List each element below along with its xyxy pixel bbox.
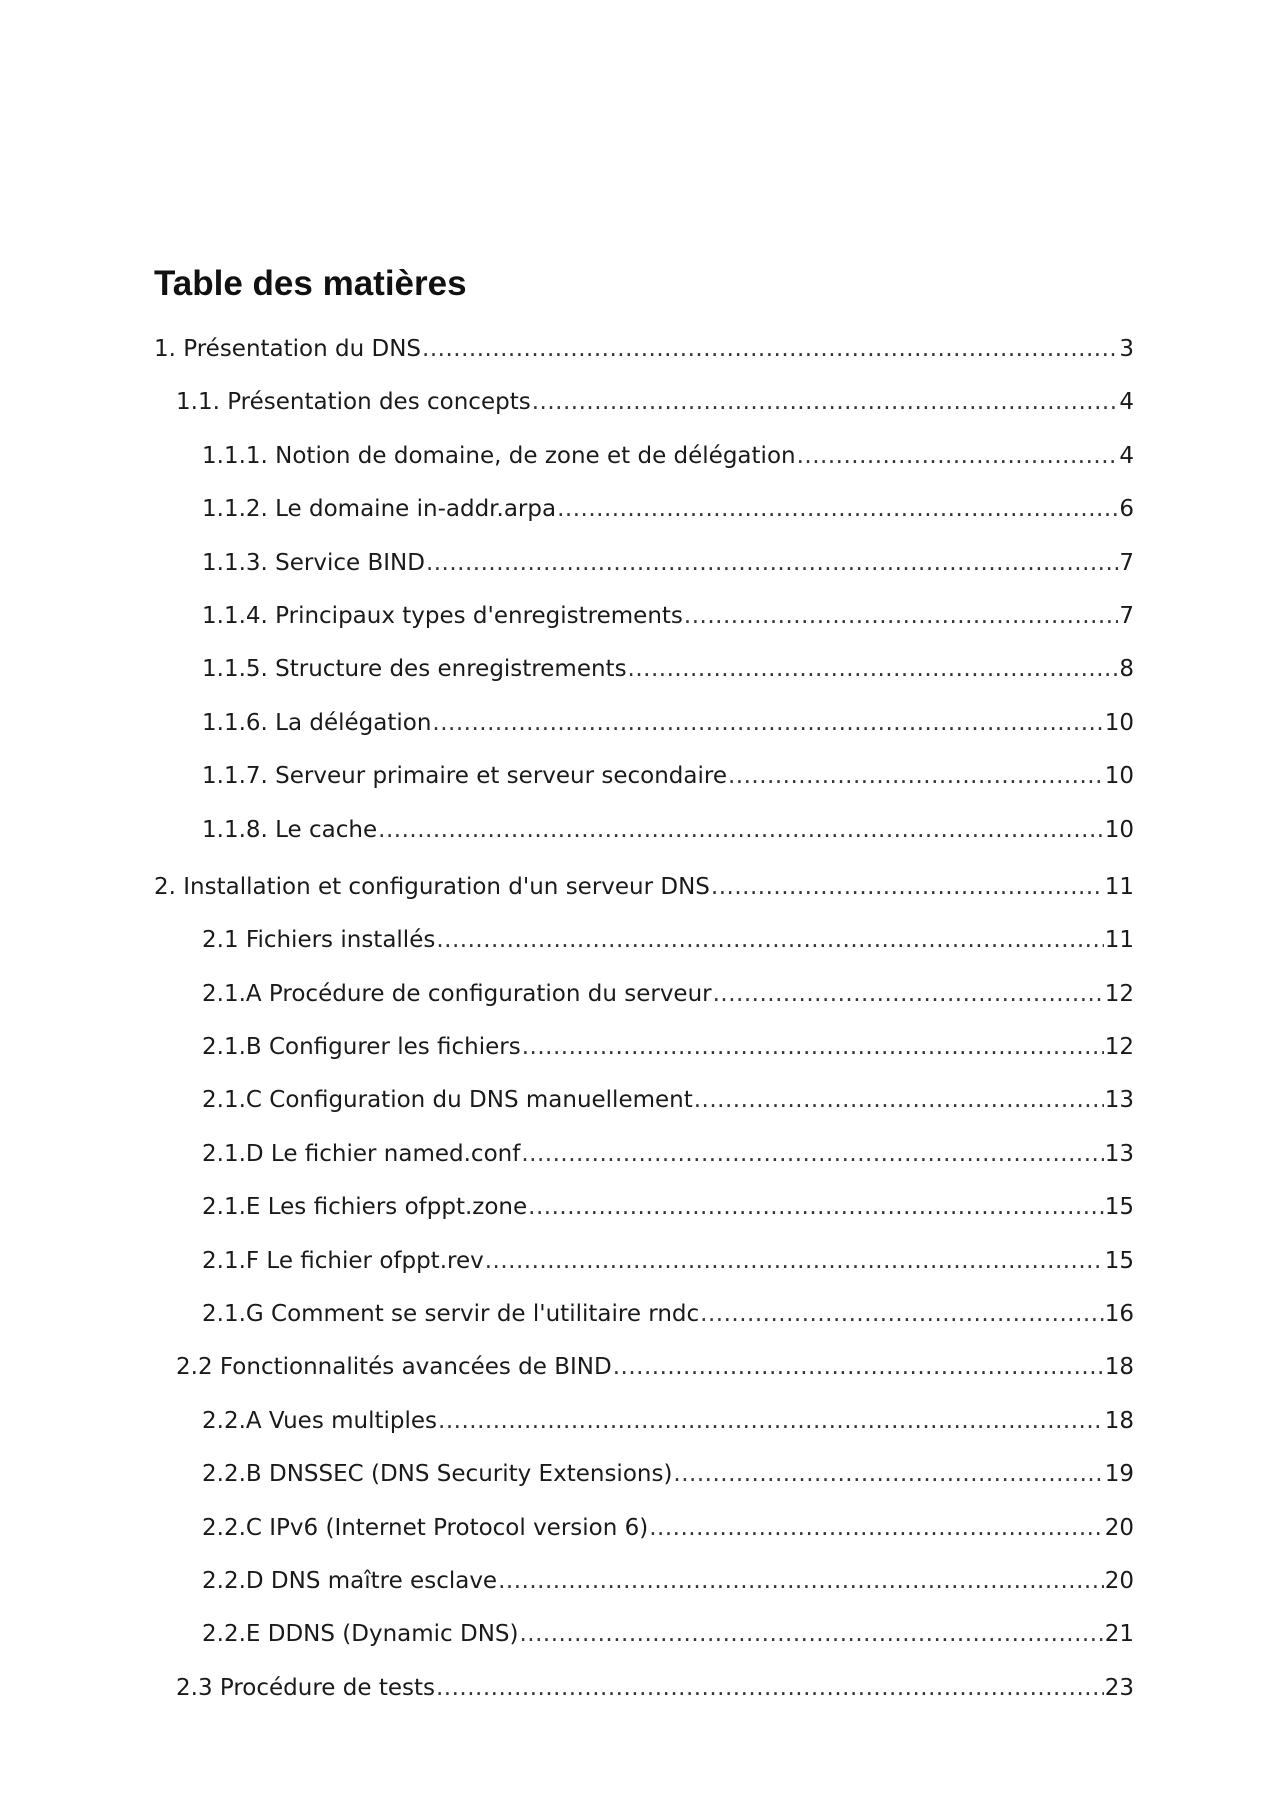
toc-dot-leader [519, 1615, 1103, 1653]
toc-page-number: 16 [1104, 1301, 1134, 1328]
toc-entry[interactable] [154, 650, 1134, 703]
toc-page-number: 4 [1119, 389, 1134, 416]
toc-entry-title: 2.1.A Procédure de configuration du serveur [202, 980, 712, 1007]
toc-entry[interactable] [154, 975, 1134, 1028]
toc-dot-leader [498, 1562, 1104, 1600]
table-of-contents [154, 330, 1134, 1722]
toc-dot-leader [522, 1028, 1104, 1066]
toc-dot-leader [528, 1188, 1104, 1226]
toc-entry[interactable] [154, 437, 1134, 490]
toc-entry[interactable] [154, 1455, 1134, 1508]
toc-entry-title: 1.1.1. Notion de domaine, de zone et de délégation [202, 442, 796, 469]
toc-entry-title: 2.1.E Les fichiers ofppt.zone [202, 1194, 528, 1221]
toc-dot-leader [436, 921, 1103, 959]
toc-dot-leader [532, 383, 1119, 421]
toc-entry[interactable] [154, 1669, 1134, 1722]
toc-dot-leader [432, 704, 1103, 742]
toc-entry-title: 1.1.3. Service BIND [202, 549, 425, 576]
toc-page-number: 10 [1104, 709, 1134, 736]
toc-entry[interactable] [154, 597, 1134, 650]
toc-entry[interactable] [154, 383, 1134, 436]
toc-page-number: 13 [1104, 1087, 1134, 1114]
toc-dot-leader [378, 811, 1104, 849]
toc-entry[interactable] [154, 1028, 1134, 1081]
toc-entry[interactable] [154, 868, 1134, 921]
toc-entry-title: 2.3 Procédure de tests [176, 1674, 435, 1701]
toc-dot-leader [711, 868, 1104, 906]
toc-page-number: 7 [1119, 602, 1134, 629]
toc-page-number: 6 [1119, 496, 1134, 523]
toc-entry-title: 2.2.E DDNS (Dynamic DNS) [202, 1621, 519, 1648]
toc-entry[interactable] [154, 757, 1134, 810]
toc-entry-title: 1.1.8. Le cache [202, 816, 378, 843]
toc-page-number: 12 [1104, 1034, 1134, 1061]
toc-page-number: 20 [1104, 1567, 1134, 1594]
toc-page-number: 15 [1104, 1194, 1134, 1221]
toc-dot-leader [422, 330, 1118, 368]
toc-dot-leader [713, 975, 1104, 1013]
toc-entry[interactable] [154, 704, 1134, 757]
toc-entry[interactable] [154, 1081, 1134, 1134]
toc-entry-title: 1.1.7. Serveur primaire et serveur secondaire [202, 763, 727, 790]
toc-page-number: 3 [1119, 336, 1134, 362]
toc-dot-leader [728, 757, 1104, 795]
toc-dot-leader [485, 1242, 1104, 1280]
toc-entry-title: 1.1.2. Le domaine in-addr.arpa [202, 496, 557, 523]
toc-dot-leader [628, 650, 1119, 688]
toc-entry-title: 2.1.D Le fichier named.conf [202, 1140, 521, 1167]
toc-entry-title: 2.2.A Vues multiples [202, 1407, 438, 1434]
toc-dot-leader [649, 1509, 1103, 1547]
toc-entry-title: 2. Installation et configuration d'un serveur DNS [154, 873, 710, 900]
toc-entry[interactable] [154, 1562, 1134, 1615]
toc-entry[interactable] [154, 1402, 1134, 1455]
toc-page-number: 8 [1119, 656, 1134, 683]
toc-entry-title: 2.1 Fichiers installés [202, 927, 436, 954]
toc-entry[interactable] [154, 490, 1134, 543]
toc-entry-title: 1. Présentation du DNS [154, 336, 422, 362]
toc-entry-title: 1.1.4. Principaux types d'enregistrements [202, 602, 683, 629]
toc-entry[interactable] [154, 544, 1134, 597]
toc-title: Table des matières [154, 264, 467, 303]
toc-page-number: 23 [1104, 1674, 1134, 1701]
toc-entry[interactable] [154, 1615, 1134, 1668]
toc-entry[interactable] [154, 330, 1134, 383]
toc-dot-leader [694, 1081, 1104, 1119]
toc-dot-leader [797, 437, 1119, 475]
toc-dot-leader [438, 1402, 1104, 1440]
toc-entry-title: 2.1.B Configurer les fichiers [202, 1034, 521, 1061]
toc-page-number: 7 [1119, 549, 1134, 576]
toc-entry[interactable] [154, 811, 1134, 864]
toc-page-number: 13 [1104, 1140, 1134, 1167]
toc-entry[interactable] [154, 1135, 1134, 1188]
toc-dot-leader [613, 1348, 1104, 1386]
toc-entry[interactable] [154, 1188, 1134, 1241]
toc-entry-title: 2.1.C Configuration du DNS manuellement [202, 1087, 693, 1114]
toc-page-number: 18 [1104, 1407, 1134, 1434]
toc-page-number: 12 [1104, 980, 1134, 1007]
toc-dot-leader [684, 597, 1118, 635]
toc-entry-title: 2.2 Fonctionnalités avancées de BIND [176, 1354, 612, 1381]
toc-entry[interactable] [154, 1509, 1134, 1562]
toc-entry[interactable] [154, 1295, 1134, 1348]
toc-page-number: 19 [1104, 1461, 1134, 1488]
toc-entry-title: 2.2.D DNS maître esclave [202, 1567, 498, 1594]
toc-page-number: 10 [1104, 816, 1134, 843]
toc-entry[interactable] [154, 1348, 1134, 1401]
toc-entry[interactable] [154, 1242, 1134, 1295]
toc-page-number: 21 [1104, 1621, 1134, 1648]
toc-entry-title: 2.2.B DNSSEC (DNS Security Extensions) [202, 1461, 673, 1488]
toc-dot-leader [426, 544, 1118, 582]
toc-page-number: 20 [1104, 1514, 1134, 1541]
toc-page-number: 11 [1104, 927, 1134, 954]
toc-page-number: 10 [1104, 763, 1134, 790]
toc-entry-title: 2.1.F Le fichier ofppt.rev [202, 1247, 484, 1274]
toc-dot-leader [521, 1135, 1103, 1173]
toc-dot-leader [557, 490, 1118, 528]
toc-entry-title: 1.1.5. Structure des enregistrements [202, 656, 627, 683]
toc-entry-title: 2.2.C IPv6 (Internet Protocol version 6) [202, 1514, 649, 1541]
toc-entry-title: 1.1. Présentation des concepts [176, 389, 531, 416]
toc-entry-title: 2.1.G Comment se servir de l'utilitaire rndc [202, 1301, 700, 1328]
toc-dot-leader [700, 1295, 1104, 1333]
toc-entry[interactable] [154, 921, 1134, 974]
toc-page-number: 4 [1119, 442, 1134, 469]
toc-page-number: 11 [1104, 873, 1134, 900]
toc-dot-leader [673, 1455, 1103, 1493]
toc-page-number: 15 [1104, 1247, 1134, 1274]
toc-page-number: 18 [1104, 1354, 1134, 1381]
toc-dot-leader [436, 1669, 1104, 1707]
toc-entry-title: 1.1.6. La délégation [202, 709, 432, 736]
